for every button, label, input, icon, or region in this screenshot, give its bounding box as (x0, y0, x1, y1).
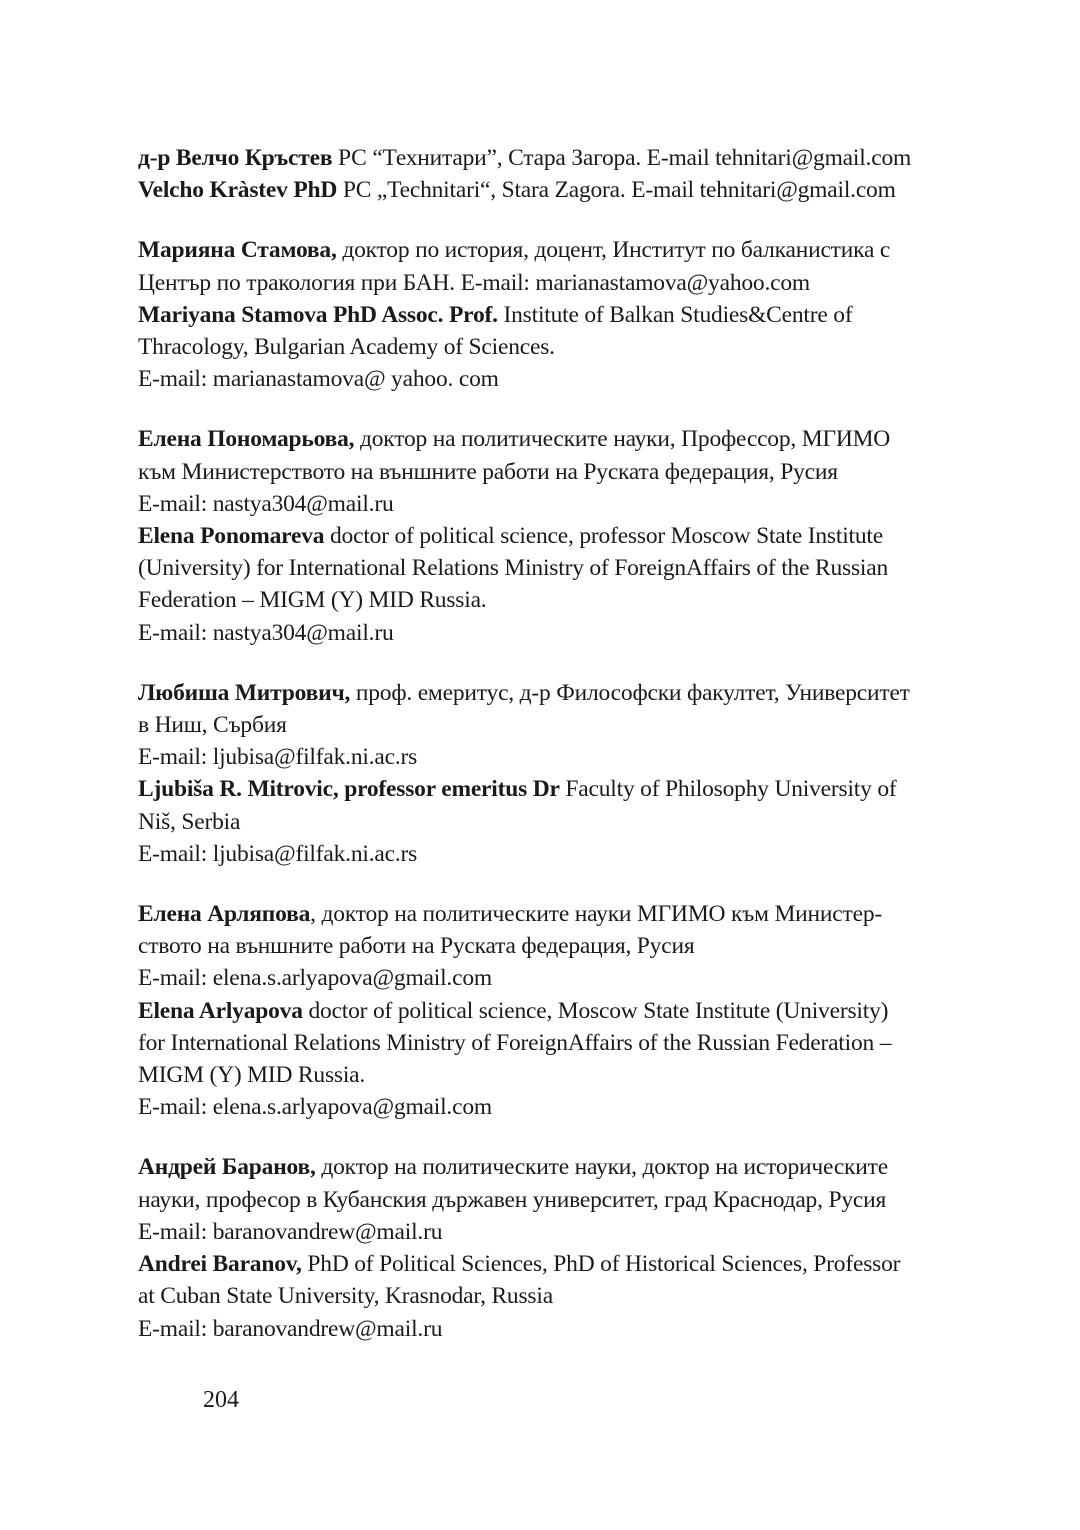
author-details: доктор на политическите науки, доктор на историческите (315, 1154, 888, 1181)
author-name-en: Velcho Kràstev PhD (138, 177, 338, 204)
author-name-bg: Андрей Баранов, (138, 1154, 316, 1181)
author-name-en: Ljubiša R. Mitrovic, professor emeritus Dr (138, 776, 560, 803)
email-line (138, 617, 956, 649)
email-text: E-mail: nastya304@mail.ru (138, 490, 394, 517)
author-entry-stamova (138, 234, 956, 395)
email-text: E-mail: nastya304@mail.ru (138, 619, 394, 646)
author-details: Niš, Serbia (138, 808, 241, 835)
author-list (138, 142, 956, 1373)
email-line (138, 488, 956, 520)
email-text: E-mail: ljubisa@filfak.ni.ac.rs (138, 840, 418, 867)
author-details: проф. емеритус, д-р Философски факултет, Университет (350, 679, 910, 706)
text-line (138, 995, 956, 1027)
email-text: E-mail: baranovandrew@mail.ru (138, 1315, 443, 1342)
author-details: към Министерството на външните работи на Руската федерация, Русия (138, 458, 838, 485)
author-details: доктор на политическите науки, Профессор, МГИМО (354, 426, 891, 453)
author-entry-krastev (138, 142, 956, 206)
text-line (138, 552, 956, 584)
author-details: at Cuban State University, Krasnodar, Russia (138, 1283, 553, 1310)
email-line (138, 962, 956, 994)
author-details: , доктор на политическите науки МГИМО към Министер- (310, 901, 883, 928)
email-line (138, 838, 956, 870)
author-details: for International Relations Ministry of ForeignAffairs of the Russian Federation – (138, 1029, 892, 1056)
author-name-bg: Елена Пономарьова, (138, 426, 355, 453)
author-details: доктор по история, доцент, Институт по балканистика с (336, 237, 891, 264)
email-text: E-mail: ljubisa@filfak.ni.ac.rs (138, 744, 418, 771)
text-line (138, 234, 956, 266)
author-details: науки, професор в Кубанския държавен университет, град Краснодар, Русия (138, 1186, 887, 1213)
text-line (138, 331, 956, 363)
author-name-en: Mariyana Stamova PhD Assoc. Prof. (138, 301, 498, 328)
email-text: E-mail: marianastamova@ yahoo. com (138, 366, 499, 393)
author-details: РС “Технитари”, Стара Загора. E-mail tehnitari@gmail.com (332, 145, 912, 171)
author-details: ството на външните работи на Руската федерация, Русия (138, 933, 695, 960)
author-entry-mitrovic (138, 677, 956, 870)
text-line (138, 898, 956, 930)
text-line (138, 299, 956, 331)
author-name-bg: Любиша Митрович, (138, 679, 351, 706)
email-text: E-mail: elena.s.arlyapova@gmail.com (138, 1094, 492, 1121)
author-details: Faculty of Philosophy University of (559, 776, 897, 803)
author-details: (University) for International Relations Ministry of ForeignAffairs of the Russian (138, 555, 889, 582)
author-entry-ponomareva (138, 423, 956, 648)
text-line (138, 423, 956, 455)
text-line (138, 930, 956, 962)
author-name-bg: д-р Велчо Кръстев (138, 145, 333, 171)
author-name-bg: Марияна Стамова, (138, 237, 337, 264)
author-details: Institute of Balkan Studies&Centre of (497, 301, 853, 328)
email-text: E-mail: elena.s.arlyapova@gmail.com (138, 965, 492, 992)
text-line (138, 584, 956, 616)
text-line (138, 1184, 956, 1216)
author-name-en: Andrei Baranov, (138, 1251, 302, 1278)
author-details: Federation – MIGM (Y) MID Russia. (138, 587, 487, 614)
author-details: MIGM (Y) MID Russia. (138, 1062, 366, 1089)
author-name-en: Elena Ponomareva (138, 523, 325, 550)
text-line (138, 1027, 956, 1059)
text-line (138, 709, 956, 741)
email-line (138, 1091, 956, 1123)
author-entry-arlyapova (138, 898, 956, 1123)
author-name-bg: Елена Арляпова (138, 901, 311, 928)
text-line (138, 1280, 956, 1312)
author-details: в Ниш, Сърбия (138, 712, 287, 739)
text-line (138, 1151, 956, 1183)
text-line (138, 806, 956, 838)
author-details: doctor of political science, Moscow State Institute (University) (302, 997, 889, 1024)
email-line (138, 363, 956, 395)
text-line (138, 677, 956, 709)
text-line (138, 456, 956, 488)
text-line (138, 1059, 956, 1091)
text-line (138, 267, 956, 299)
author-details: Център по тракология при БАН. E-mail: marianastamova@yahoo.com (138, 269, 811, 296)
email-line (138, 741, 956, 773)
text-line (138, 142, 956, 174)
page-number: 204 (203, 1387, 239, 1413)
email-text: E-mail: baranovandrew@mail.ru (138, 1218, 443, 1245)
text-line (138, 773, 956, 805)
text-line (138, 174, 956, 206)
author-details: PhD of Political Sciences, PhD of Historical Sciences, Professor (301, 1251, 901, 1278)
author-details: Thracology, Bulgarian Academy of Sciences. (138, 334, 555, 361)
email-line (138, 1216, 956, 1248)
email-line (138, 1313, 956, 1345)
author-details: doctor of political science, professor Moscow State Institute (324, 523, 883, 550)
author-name-en: Elena Arlyapova (138, 997, 303, 1024)
author-entry-baranov (138, 1151, 956, 1344)
text-line (138, 520, 956, 552)
author-details: PC „Technitari“, Stara Zagora. E-mail tehnitari@gmail.com (337, 177, 896, 204)
text-line (138, 1248, 956, 1280)
